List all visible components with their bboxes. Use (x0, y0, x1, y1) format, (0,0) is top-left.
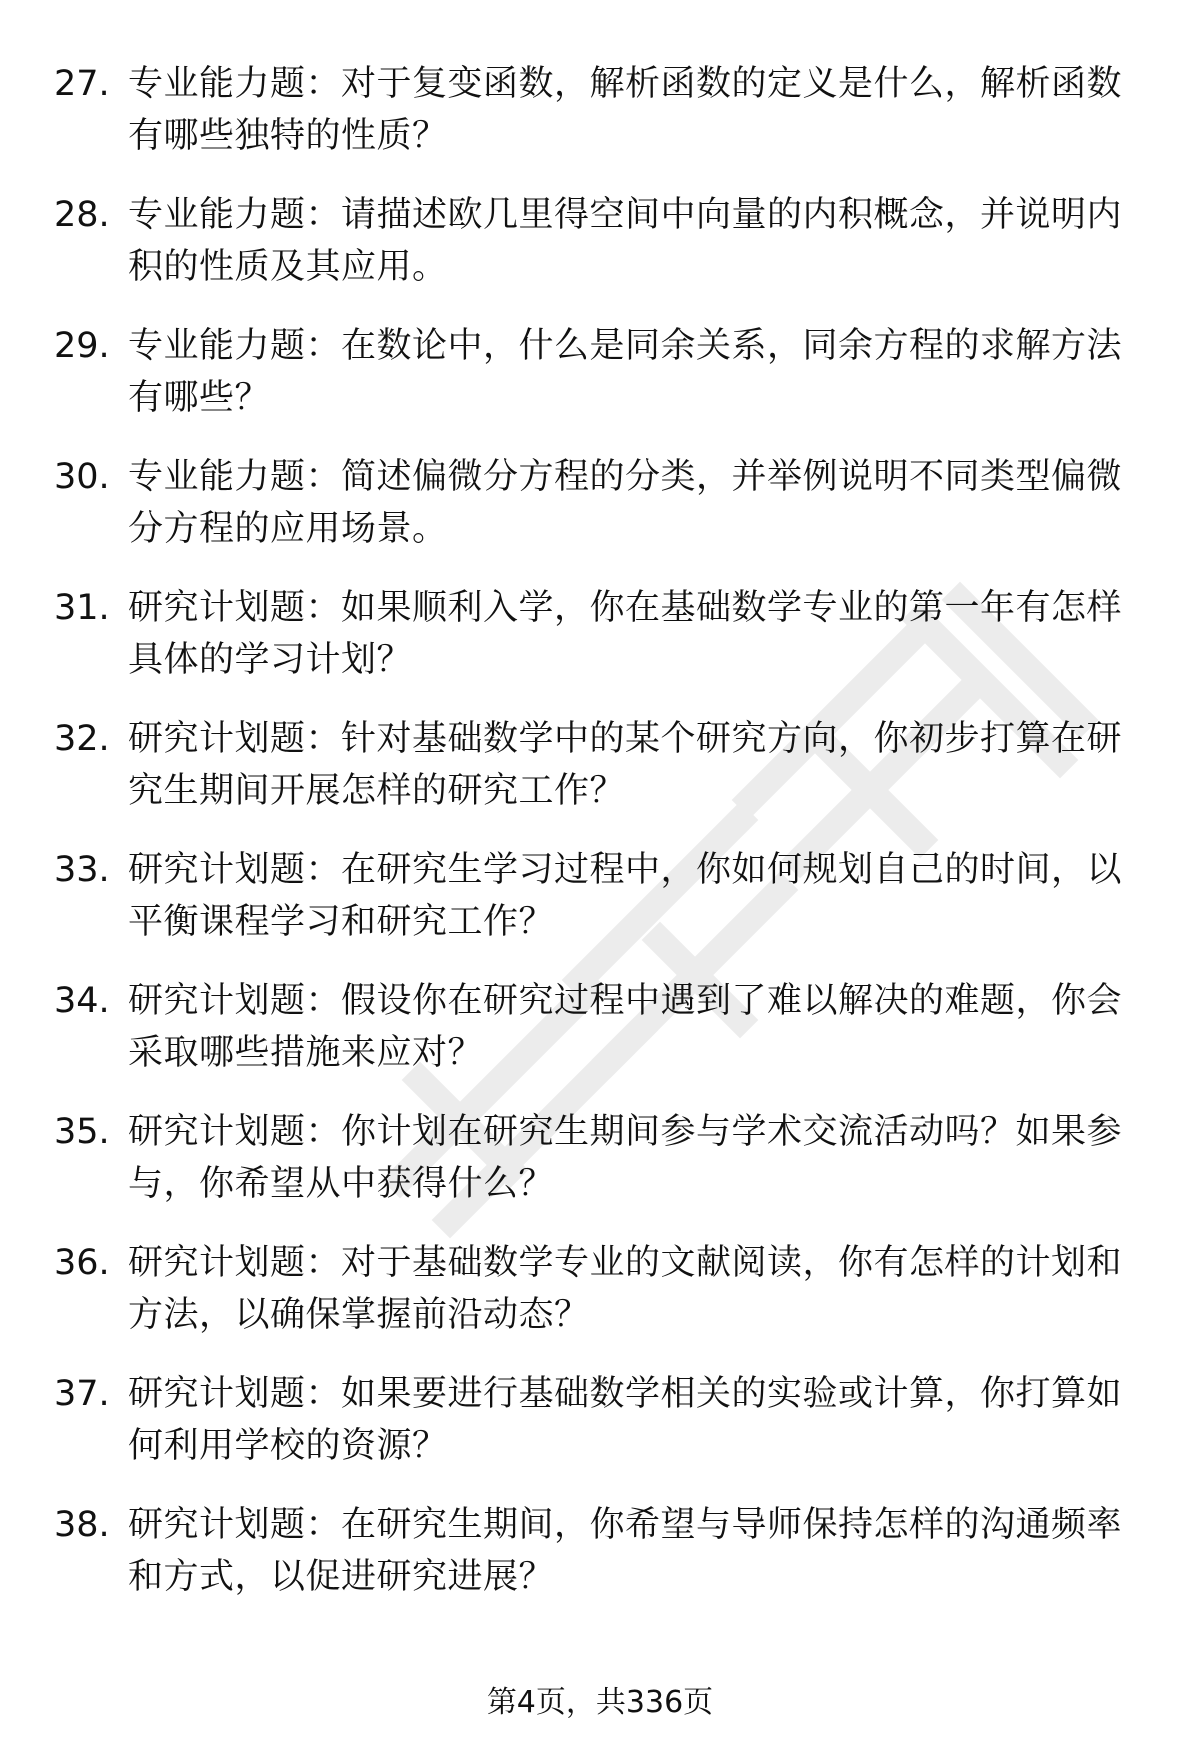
question-text-line: 研究计划题：如果要进行基础数学相关的实验或计算，你打算如 (128, 1374, 1123, 1414)
question-text-line: 和方式，以促进研究进展？ (128, 1557, 555, 1597)
question-text-line: 研究计划题：如果顺利入学，你在基础数学专业的第一年有怎样 (128, 588, 1123, 628)
question-number: 38. (54, 1505, 110, 1545)
question-text-line: 平衡课程学习和研究工作？ (128, 902, 555, 942)
question-number: 28. (54, 195, 110, 235)
question-text-line: 专业能力题：简述偏微分方程的分类，并举例说明不同类型偏微 (128, 457, 1123, 497)
question-number: 36. (54, 1243, 110, 1283)
question-text-line: 与，你希望从中获得什么？ (128, 1164, 555, 1204)
question-number: 33. (54, 850, 110, 890)
question-item-28 (0, 189, 1200, 320)
question-list (0, 58, 1200, 1630)
question-text-line: 有哪些？ (128, 378, 271, 418)
question-text-line: 究生期间开展怎样的研究工作？ (128, 771, 626, 811)
question-text (128, 1106, 1148, 1210)
question-text-line: 研究计划题：在研究生学习过程中，你如何规划自己的时间，以 (128, 850, 1123, 890)
question-number: 30. (54, 457, 110, 497)
question-text (128, 844, 1148, 948)
question-text-line: 研究计划题：你计划在研究生期间参与学术交流活动吗？如果参 (128, 1112, 1123, 1152)
question-text (128, 58, 1148, 162)
question-number: 27. (54, 64, 110, 104)
question-text-line: 积的性质及其应用。 (128, 247, 448, 287)
question-text-line: 研究计划题：对于基础数学专业的文献阅读，你有怎样的计划和 (128, 1243, 1123, 1283)
question-number: 37. (54, 1374, 110, 1414)
question-text-line: 专业能力题：对于复变函数，解析函数的定义是什么，解析函数 (128, 64, 1123, 104)
question-number: 34. (54, 981, 110, 1021)
question-text-line: 分方程的应用场景。 (128, 509, 448, 549)
question-text-line: 方法，以确保掌握前沿动态？ (128, 1295, 590, 1335)
question-text (128, 1499, 1148, 1603)
question-text (128, 975, 1148, 1079)
question-item-37 (0, 1368, 1200, 1499)
question-number: 32. (54, 719, 110, 759)
question-text-line: 何利用学校的资源？ (128, 1426, 448, 1466)
question-text-line: 有哪些独特的性质？ (128, 116, 448, 156)
question-item-36 (0, 1237, 1200, 1368)
question-text (128, 582, 1148, 686)
question-text-line: 研究计划题：假设你在研究过程中遇到了难以解决的难题，你会 (128, 981, 1123, 1021)
question-text-line: 研究计划题：针对基础数学中的某个研究方向，你初步打算在研 (128, 719, 1123, 759)
question-item-30 (0, 451, 1200, 582)
question-text-line: 专业能力题：在数论中，什么是同余关系，同余方程的求解方法 (128, 326, 1123, 366)
question-item-33 (0, 844, 1200, 975)
question-text (128, 1237, 1148, 1341)
page-footer: 第4页，共336页 (486, 1685, 714, 1720)
question-number: 31. (54, 588, 110, 628)
question-item-27 (0, 58, 1200, 189)
question-item-35 (0, 1106, 1200, 1237)
question-text-line: 专业能力题：请描述欧几里得空间中向量的内积概念，并说明内 (128, 195, 1123, 235)
question-text (128, 451, 1148, 555)
question-item-34 (0, 975, 1200, 1106)
question-item-31 (0, 582, 1200, 713)
question-text-line: 具体的学习计划？ (128, 640, 413, 680)
question-item-38 (0, 1499, 1200, 1630)
question-text-line: 采取哪些措施来应对？ (128, 1033, 484, 1073)
question-text (128, 1368, 1148, 1472)
question-item-32 (0, 713, 1200, 844)
question-text (128, 713, 1148, 817)
question-number: 29. (54, 326, 110, 366)
question-text (128, 320, 1148, 424)
question-text (128, 189, 1148, 293)
question-number: 35. (54, 1112, 110, 1152)
question-text-line: 研究计划题：在研究生期间，你希望与导师保持怎样的沟通频率 (128, 1505, 1123, 1545)
question-item-29 (0, 320, 1200, 451)
